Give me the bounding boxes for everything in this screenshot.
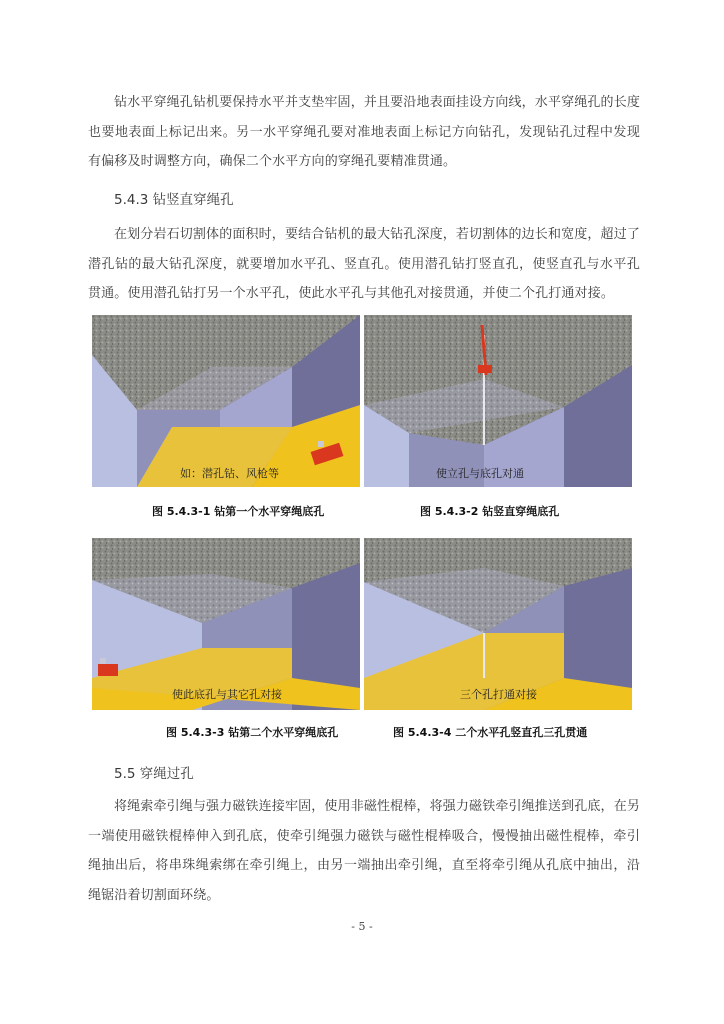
- paragraph-text: 钻水平穿绳孔钻机要保持水平并支垫牢固，并且要沿地表面挂设方向线，水平穿绳孔的长度也要地表面上标记出来。另一水平穿绳孔要对准地表面上标记方向钻孔，发现钻孔过程中发现有偏移及时调整方向，确保二个水平方向的穿绳孔要精准贯通。: [88, 95, 641, 169]
- figure-caption: 图 5.4.3-1 钻第一个水平穿绳底孔: [152, 505, 325, 518]
- paragraph-text: 在划分岩石切割体的面积时，要结合钻机的最大钻孔深度，若切割体的边长和宽度，超过了潜孔钻的最大钻孔深度，就要增加水平孔、竖直孔。使用潜孔钻打竖直孔，使竖直孔与水平孔贯通。使用潜孔钻打另一个水平孔，使此水平孔与其他孔对接贯通，并使二个孔打通对接。: [88, 227, 641, 301]
- paragraph-vertical-hole: [88, 220, 640, 309]
- figure-illustration: [92, 538, 360, 710]
- figure-5-4-3-2: [364, 315, 632, 487]
- section-heading-5-5: 5.5 穿绳过孔: [114, 766, 194, 782]
- section-heading-5-4-3: 5.4.3 钻竖直穿绳孔: [114, 192, 234, 208]
- figure-5-4-3-1: [92, 315, 360, 487]
- figure-label: 三个孔打通对接: [460, 688, 537, 701]
- figure-5-4-3-4: [364, 538, 632, 710]
- paragraph-text: 将绳索牵引绳与强力磁铁连接牢固，使用非磁性棍棒，将强力磁铁牵引绳推送到孔底，在另一端使用磁铁棍棒伸入到孔底，使牵引绳强力磁铁与磁性棍棒吸合，慢慢抽出磁性棍棒，牵引绳抽出后，将串珠绳索绑在牵引绳上，由另一端抽出牵引绳，直至将牵引绳从孔底中抽出，沿绳锯沿着切割面环绕。: [88, 799, 641, 903]
- figure-label: 使此底孔与其它孔对接: [172, 688, 282, 701]
- figure-label: 如：潜孔钻、风枪等: [180, 467, 279, 480]
- paragraph-horizontal-hole: [88, 88, 640, 177]
- figure-5-4-3-3: [92, 538, 360, 710]
- figure-illustration: [364, 538, 632, 710]
- figure-label: 使立孔与底孔对通: [436, 467, 524, 480]
- figure-caption: 图 5.4.3-2 钻竖直穿绳底孔: [420, 505, 560, 518]
- figure-caption: 图 5.4.3-3 钻第二个水平穿绳底孔: [166, 726, 339, 739]
- paragraph-rope-through-hole: [88, 792, 640, 910]
- figure-illustration: [92, 315, 360, 487]
- figure-caption: 图 5.4.3-4 二个水平孔竖直孔三孔贯通: [393, 726, 588, 739]
- page-number: - 5 -: [351, 920, 373, 933]
- figure-illustration: [364, 315, 632, 487]
